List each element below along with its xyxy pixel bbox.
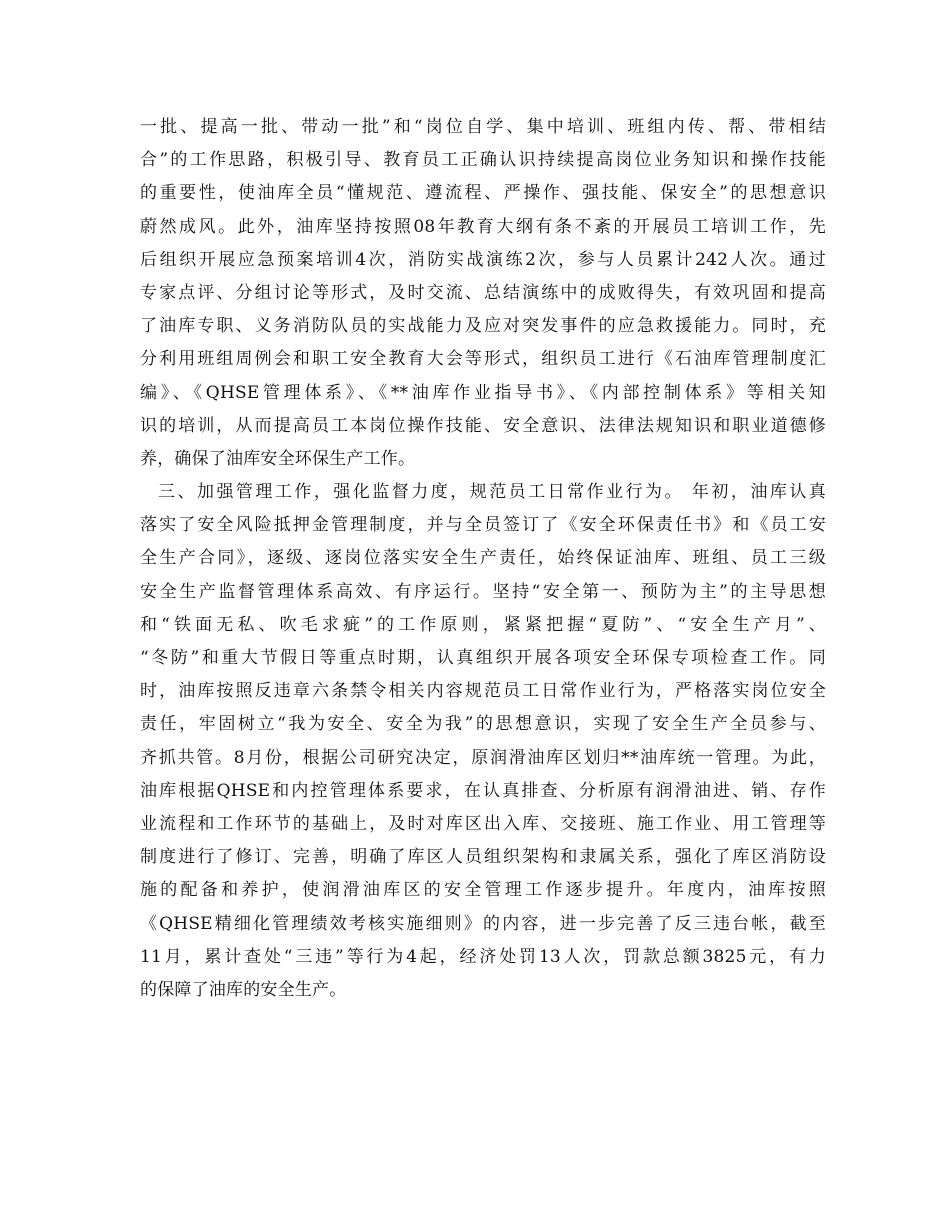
paragraph-management [140, 476, 826, 1007]
text-line: 专家点评、分组讨论等形式，及时交流、总结演练中的成败得失，有效巩固和提高 [140, 282, 826, 303]
text-line: 后组织开展应急预案培训4次，消防实战演练2次，参与人员累计242人次。通过 [140, 249, 826, 270]
text-line: 了油库专职、义务消防队员的实战能力及应对突发事件的应急救援能力。同时，充 [140, 316, 826, 337]
text-line: 落实了安全风险抵押金管理制度，并与全员签订了《安全环保责任书》和《员工安 [140, 515, 826, 536]
text-line: 施的配备和养护，使润滑油库区的安全管理工作逐步提升。年度内，油库按照 [140, 880, 826, 901]
text-line: 责任，牢固树立“我为安全、安全为我”的思想意识，实现了安全生产全员参与、 [140, 714, 826, 735]
text-line: 编》、《QHSE管理体系》、《**油库作业指导书》、《内部控制体系》等相关知 [140, 382, 826, 403]
text-line: 制度进行了修订、完善，明确了库区人员组织架构和隶属关系，强化了库区消防设 [140, 847, 826, 868]
text-line: 合”的工作思路，积极引导、教育员工正确认识持续提高岗位业务知识和操作技能 [140, 150, 826, 171]
text-line: 识的培训，从而提高员工本岗位操作技能、安全意识、法律法规知识和职业道德修 [140, 415, 826, 436]
text-line: 时，油库按照反违章六条禁令相关内容规范员工日常作业行为，严格落实岗位安全 [140, 681, 826, 702]
text-line: 养，确保了油库安全环保生产工作。 [140, 448, 416, 469]
text-line: 全生产合同》，逐级、逐岗位落实安全生产责任，始终保证油库、班组、员工三级 [140, 548, 826, 569]
text-line: “冬防”和重大节假日等重点时期，认真组织开展各项安全环保专项检查工作。同 [140, 648, 826, 668]
text-line: 11月，累计查处“三违”等行为4起，经济处罚13人次，罚款总额3825元，有力 [140, 946, 826, 967]
text-line: 蔚然成风。此外，油库坚持按照08年教育大纲有条不紊的开展员工培训工作，先 [140, 216, 826, 237]
text-line: 油库根据QHSE和内控管理体系要求，在认真排查、分析原有润滑油进、销、存作 [140, 780, 826, 801]
text-line: 的保障了油库的安全生产。 [140, 979, 347, 1000]
text-line: 分利用班组周例会和职工安全教育大会等形式，组织员工进行《石油库管理制度汇 [140, 349, 826, 370]
text-line: 齐抓共管。8月份，根据公司研究决定，原润滑油库区划归**油库统一管理。为此， [140, 747, 826, 768]
text-line: 一批、提高一批、带动一批”和“岗位自学、集中培训、班组内传、帮、带相结 [140, 117, 826, 137]
text-line: 和“铁面无私、吹毛求疵”的工作原则，紧紧把握“夏防”、“安全生产月”、 [140, 614, 826, 635]
text-line: 的重要性，使油库全员“懂规范、遵流程、严操作、强技能、保安全”的思想意识 [140, 183, 826, 204]
section-heading-line: 三、加强管理工作，强化监督力度，规范员工日常作业行为。 年初，油库认真 [158, 482, 826, 503]
paragraph-training [140, 111, 826, 476]
text-line: 业流程和工作环节的基础上，及时对库区出入库、交接班、施工作业、用工管理等 [140, 813, 826, 834]
text-line: 安全生产监督管理体系高效、有序运行。坚持“安全第一、预防为主”的主导思想 [140, 581, 826, 602]
text-line: 《QHSE精细化管理绩效考核实施细则》的内容，进一步完善了反三违台帐，截至 [140, 913, 826, 934]
document-page [140, 111, 826, 1007]
